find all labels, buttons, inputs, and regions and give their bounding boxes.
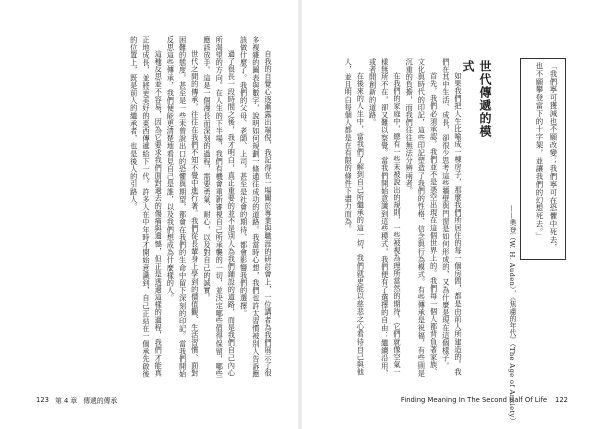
chapter-title: 傳遞的傳承 <box>83 397 118 405</box>
section-heading: 世代傳遞的模式 <box>461 60 492 138</box>
epigraph-attribution: ——奧登（W. H. Auden），《焦慮的年代》（The Age of Anxiety） <box>508 205 516 425</box>
right-page-footer <box>401 394 568 406</box>
left-paragraph-4: 這種反思並不容易，因為它要求我們面對過去的傷痛與遺憾，但正是透過這樣的過程，我們才能真正地成長，並將更美好的東西傳遞給下一代。許多人在中年時才開始意識到，自己正站在一個承先啟後的位置上，既是前人的繼承者，也是後人的引路人。 <box>129 36 164 378</box>
running-title: Finding Meaning In The Second Half Of Life <box>400 396 548 404</box>
left-paragraph-1: 自我的自覺心逐漸露出端倪，我記得在一場關於專業與職涯的研討會上，一位講者為我們展示了很多複雜的圖表與數字，說明如何規劃一條通往成功的道路。我當時心想，我們也許太習慣被別人告訴應該做什麼了。我們的父母、老師、上司，甚至是社會的期待，都會影響我們的選擇。 <box>239 36 273 378</box>
right-paragraph-3: 在我們的家庭中，總有一些未被說出的規則，一些被視為理所當然的期待。它們就像空氣一樣無所不在，卻又難以察覺。當我們開始意識到這些模式，我們便有了選擇的自由：繼續沿用，或者開創新的道路。 <box>368 58 402 378</box>
right-page-body <box>336 58 464 378</box>
chapter-label: 第 4 章 <box>54 397 78 405</box>
right-paragraph-2: 首先，我們必須承認，我們並不是憑空出現在這個世界上的。我們每一個人都背負著家族、文化與時代的印記，這些印記塑造了我們的性格、信念與行為模式。有些傳承是祝福，有些則是沉重的負擔，而我們往往無法分辨兩者。 <box>405 58 439 378</box>
left-page-body <box>42 36 274 378</box>
right-page-number: 122 <box>555 396 568 404</box>
left-paragraph-3: 世代之間的傳承，往往在我們不知不覺中進行著。我們從長輩身上學到的價值觀、生活習慣、面對困難的態度，甚至是一些未曾說出口的恐懼與期望，都會在我們的生命中留下深刻的印記。當我們開始反思這些傳承，我們便能更清楚地看見自己是誰，以及我們想成為什麼樣的人。 <box>166 36 200 378</box>
left-paragraph-2: 過了很長一段時間之後，我才明白，真正重要的並不是別人為我們鋪設的道路，而是我們自己內心所渴望的方向。在人生的下半場，我們有機會重新審視自己所承襲的一切，並決定哪些值得保留，哪些應該放手。這是一個漫長而深刻的過程，需要勇氣、耐心，以及對自己的誠實。 <box>202 36 237 378</box>
left-page-number: 123 <box>36 396 49 404</box>
right-paragraph-4: 在後來的人生中，當我們了解到自己所繼承的這一切，我們就更能以慈悲之心看待自己與他人，並且明白每個人都是在有限的條件下盡力而為。 <box>344 58 366 377</box>
right-paragraph-1: 如果我們把人生比喻成一棟房子，那麼我們所居住的每一個房間，都是由前人所建造的。我們在其中生活、成長，卻很少思考這些牆壁與門窗是如何形成的，又為什麼是現在這個樣子。 <box>441 58 463 377</box>
epigraph-quote: 「我們寧可獲減也不願改變；我們寧可在恐懼中死去，也不願攀登當下的十字架，並讓我們的幻想死去。」 <box>535 62 558 252</box>
left-page-footer <box>36 394 117 406</box>
